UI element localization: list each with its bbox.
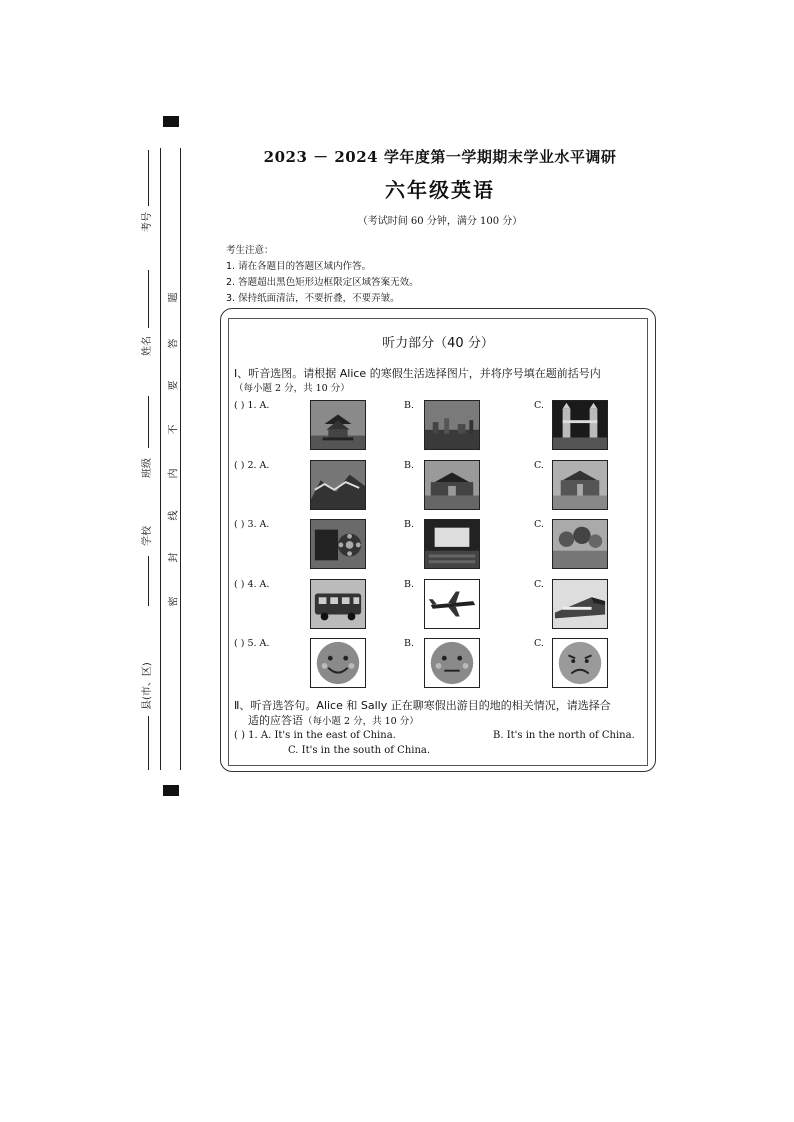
part1-instruction (234, 366, 646, 396)
question-3-option-b-label: B. (404, 519, 415, 530)
registration-marker-top (163, 116, 179, 127)
part2-q1-option-c[interactable]: C. It's in the south of China. (288, 745, 431, 756)
seal-char: 不 (168, 424, 180, 435)
question-5-option-c-label: C. (534, 638, 544, 649)
question-4-option-b-picture[interactable] (424, 579, 480, 629)
smile-image (311, 639, 365, 687)
neutral-image (425, 639, 479, 687)
question-1-option-b-label: B. (404, 400, 415, 411)
exam-no-label: 考号 (142, 212, 153, 232)
part2-instruction-text: Ⅱ、听音选答句。Alice 和 Sally 正在聊寒假出游目的地的相关情况，请选择合 (234, 699, 611, 712)
seal-char: 题 (168, 292, 180, 303)
part2-instruction-line2 (234, 713, 646, 729)
part1-instruction-text: Ⅰ、听音选图。请根据 Alice 的寒假生活选择图片，并将序号填在题前括号内 (234, 367, 601, 380)
question-3-option-c-label: C. (534, 519, 544, 530)
question-3-option-b-picture[interactable] (424, 519, 480, 569)
bus-image (311, 580, 365, 628)
great-wall-image (311, 461, 365, 509)
seal-char: 封 (168, 552, 180, 563)
question-2-option-b-label: B. (404, 460, 415, 471)
seal-char: 线 (168, 510, 180, 521)
name-label: 姓名 (142, 336, 153, 356)
question-3-option-a-picture[interactable] (310, 519, 366, 569)
seal-char: 答 (168, 338, 180, 349)
question-2-option-a-picture[interactable] (310, 460, 366, 510)
sad-image (553, 639, 607, 687)
theater-image (425, 520, 479, 568)
part2-instruction (234, 698, 646, 729)
question-1-option-c-picture[interactable] (552, 400, 608, 450)
question-2-label[interactable]: ( ) 2. A. (234, 460, 270, 471)
exam-title: 2023 － 2024 学年度第一学期期末学业水平调研 (263, 148, 617, 166)
question-4-option-b-label: B. (404, 579, 415, 590)
question-1-label[interactable]: ( ) 1. A. (234, 400, 270, 411)
question-5-label[interactable]: ( ) 5. A. (234, 638, 270, 649)
exam-time-note: （考试时间 60 分钟，满分 100 分） (357, 216, 523, 227)
notice-heading: 考生注意： (226, 245, 274, 256)
question-2-option-c-picture[interactable] (552, 460, 608, 510)
part2-q1-option-a[interactable]: ( ) 1. A. It's in the east of China. (234, 730, 396, 741)
question-3-option-c-picture[interactable] (552, 519, 608, 569)
plane-image (425, 580, 479, 628)
school-label: 学校 (142, 526, 153, 546)
cinema-reel-image (311, 520, 365, 568)
question-5-option-c-picture[interactable] (552, 638, 608, 688)
question-1-option-a-picture[interactable] (310, 400, 366, 450)
class-blank[interactable] (148, 396, 149, 448)
question-5-option-b-picture[interactable] (424, 638, 480, 688)
tower-bridge-image (553, 401, 607, 449)
binding-line-inner (180, 148, 181, 770)
question-3-label[interactable]: ( ) 3. A. (234, 519, 270, 530)
part1-score: （每小题 2 分，共 10 分） (234, 383, 350, 394)
part2-score: （每小题 2 分，共 10 分） (303, 716, 419, 727)
tiananmen-gray-image (553, 461, 607, 509)
binding-line-outer (160, 148, 161, 770)
name-blank[interactable] (148, 270, 149, 328)
train-image (553, 580, 607, 628)
question-5-option-b-label: B. (404, 638, 415, 649)
question-4-label[interactable]: ( ) 4. A. (234, 579, 270, 590)
county-label: 县(市、区) (142, 662, 153, 710)
tiananmen-image (425, 461, 479, 509)
class-label: 班级 (142, 458, 153, 478)
school-blank[interactable] (148, 556, 149, 606)
notice-item: 2. 答题超出黑色矩形边框限定区域答案无效。 (226, 277, 419, 288)
notice-item: 3. 保持纸面清洁，不要折叠，不要弄皱。 (226, 293, 400, 304)
county-blank[interactable] (148, 716, 149, 770)
question-2-option-b-picture[interactable] (424, 460, 480, 510)
registration-marker-bottom (163, 785, 179, 796)
seal-char: 要 (168, 380, 180, 391)
flowers-image (553, 520, 607, 568)
question-1-option-b-picture[interactable] (424, 400, 480, 450)
question-4-option-c-picture[interactable] (552, 579, 608, 629)
question-2-option-c-label: C. (534, 460, 544, 471)
seal-char: 内 (168, 468, 180, 479)
question-5-option-a-picture[interactable] (310, 638, 366, 688)
exam-no-blank[interactable] (148, 150, 149, 206)
part2-instruction-text2: 适的应答语 (248, 714, 303, 727)
exam-subtitle: 六年级英语 (385, 178, 495, 202)
part2-q1-option-b[interactable]: B. It's in the north of China. (493, 730, 635, 741)
listening-section-title: 听力部分（40 分） (382, 336, 494, 351)
skyline-image (425, 401, 479, 449)
question-1-option-c-label: C. (534, 400, 544, 411)
notice-item: 1. 请在各题目的答题区域内作答。 (226, 261, 372, 272)
question-4-option-a-picture[interactable] (310, 579, 366, 629)
question-4-option-c-label: C. (534, 579, 544, 590)
temple-image (311, 401, 365, 449)
seal-char: 密 (168, 596, 180, 607)
